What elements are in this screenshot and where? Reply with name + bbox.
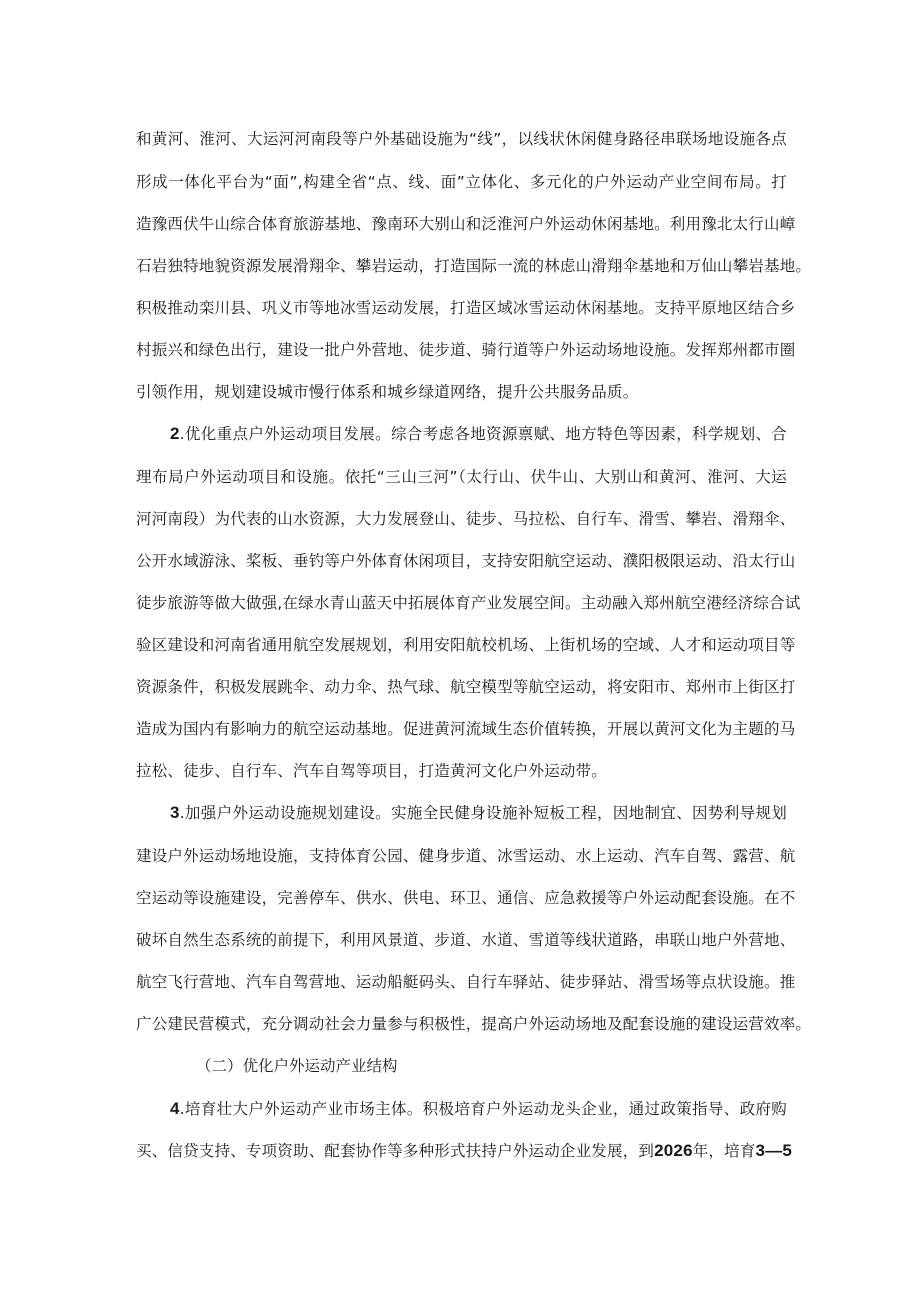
paragraph-1-line-5: 积极推动栾川县、巩义市等地冰雪运动发展，打造区域冰雪运动休闲基地。支持平原地区结合乡 (136, 299, 796, 317)
paragraph-2-line-7: 资源条件，积极发展跳伞、动力伞、热气球、航空模型等航空运动，将安阳市、郑州市上街区打 (136, 678, 796, 696)
paragraph-3-line-1 (170, 803, 787, 823)
paragraph-1-line-4: 石岩独特地貌资源发展滑翔伞、攀岩运动，打造国际一流的林虑山滑翔伞基地和万仙山攀岩基地。 (136, 257, 812, 275)
paragraph-3-line-5: 航空飞行营地、汽车自驾营地、运动船艇码头、自行车驿站、徒步驿站、滑雪场等点状设施。推 (136, 973, 796, 991)
paragraph-3-number: 3 (170, 803, 180, 822)
paragraph-4-line-2-text: 买、信贷支持、专项资助、配套协作等多种形式扶持户外运动企业发展，到 (136, 1142, 655, 1160)
paragraph-3-line-1-text: .加强户外运动设施规划建设。实施全民健身设施补短板工程，因地制宜、因势利导规划 (179, 804, 787, 822)
paragraph-4-line-1-text: .培育壮大户外运动产业市场主体。积极培育户外运动龙头企业，通过政策指导、政府购 (179, 1100, 787, 1118)
paragraph-2-line-3: 河河南段）为代表的山水资源，大力发展登山、徒步、马拉松、自行车、滑雪、攀岩、滑翔伞、 (136, 510, 796, 528)
paragraph-4-line-1 (170, 1099, 787, 1119)
paragraph-4-number: 4 (170, 1099, 180, 1118)
paragraph-1-line-3: 造豫西伏牛山综合体育旅游基地、豫南环大别山和泛淮河户外运动休闲基地。利用豫北太行山嶂 (136, 215, 796, 233)
section-subheading: （二）优化户外运动产业结构 (196, 1057, 398, 1075)
paragraph-2-line-5: 徒步旅游等做大做强,在绿水青山蓝天中拓展体育产业发展空间。主动融入郑州航空港经济综合试 (136, 594, 801, 612)
paragraph-2-number: 2 (170, 424, 180, 443)
paragraph-1-line-7: 引领作用，规划建设城市慢行体系和城乡绿道网络，提升公共服务品质。 (136, 383, 639, 401)
paragraph-2-line-8: 造成为国内有影响力的航空运动基地。促进黄河流域生态价值转换，开展以黄河文化为主题的马 (136, 720, 796, 738)
paragraph-3-line-6: 广公建民营模式，充分调动社会力量参与积极性，提高户外运动场地及配套设施的建设运营效率。 (136, 1015, 812, 1033)
paragraph-2-line-6: 验区建设和河南省通用航空发展规划，利用安阳航校机场、上街机场的空域、人才和运动项目等 (136, 636, 796, 654)
paragraph-4-year-suffix: 年，培育 (692, 1142, 756, 1160)
paragraph-1-line-1: 和黄河、淮河、大运河河南段等户外基础设施为“线”，以线状休闲健身路径串联场地设施各点 (136, 130, 787, 148)
paragraph-4-year: 2026 (654, 1141, 693, 1160)
paragraph-4-line-2 (136, 1141, 793, 1161)
paragraph-3-line-2: 建设户外运动场地设施，支持体育公园、健身步道、冰雪运动、水上运动、汽车自驾、露营、航 (136, 847, 796, 865)
paragraph-4-range: 3—5 (755, 1141, 793, 1160)
paragraph-1-line-2: 形成一体化平台为“面”,构建全省“点、线、面”立体化、多元化的户外运动产业空间布局。打 (136, 173, 787, 191)
paragraph-1-line-6: 村振兴和绿色出行，建设一批户外营地、徒步道、骑行道等户外运动场地设施。发挥郑州都市圈 (136, 341, 796, 359)
paragraph-2-line-4: 公开水域游泳、桨板、垂钓等户外体育休闲项目，支持安阳航空运动、濮阳极限运动、沿太行山 (136, 552, 796, 570)
paragraph-2-line-9: 拉松、徒步、自行车、汽车自驾等项目，打造黄河文化户外运动带。 (136, 762, 608, 780)
paragraph-2-line-1-text: .优化重点户外运动项目发展。综合考虑各地资源禀赋、地方特色等因素，科学规划、合 (179, 425, 787, 443)
paragraph-2-line-2: 理布局户外运动项目和设施。依托“三山三河”（太行山、伏牛山、大别山和黄河、淮河、大运 (136, 468, 787, 486)
paragraph-3-line-3: 空运动等设施建设，完善停车、供水、供电、环卫、通信、应急救援等户外运动配套设施。在不 (136, 889, 796, 907)
paragraph-2-line-1 (170, 424, 787, 444)
paragraph-3-line-4: 破坏自然生态系统的前提下，利用风景道、步道、水道、雪道等线状道路，串联山地户外营地、 (136, 931, 796, 949)
